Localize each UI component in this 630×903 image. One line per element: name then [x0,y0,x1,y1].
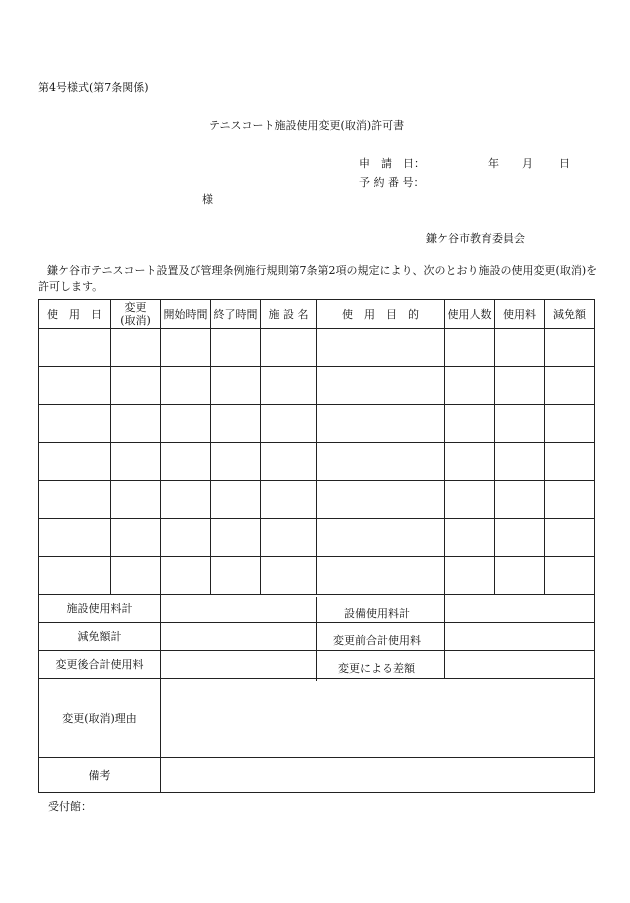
cell[interactable] [545,481,595,519]
year-label: 年 [488,157,499,170]
cell[interactable] [211,367,261,405]
cell[interactable] [261,557,317,595]
application-date-label: 申 請 日： [359,157,425,170]
header-people: 使用人数 [445,300,495,329]
cell[interactable] [545,367,595,405]
cell[interactable] [211,405,261,443]
reason-value[interactable] [161,679,595,758]
cell[interactable] [111,557,161,595]
document-title: テニスコート施設使用変更(取消)許可書 [209,119,405,132]
header-purpose: 使 用 目 的 [317,300,445,329]
cell[interactable] [39,481,111,519]
cell[interactable] [211,519,261,557]
cell[interactable] [161,481,211,519]
form-number: 第4号様式(第7条関係) [38,81,149,94]
cell[interactable] [111,481,161,519]
table-row [39,405,595,443]
remarks-label: 備考 [39,758,161,793]
reception-label: 受付館： [48,800,92,813]
facility-fee-total-label: 施設使用料計 [39,595,161,623]
after-change-total-label: 変更後合計使用料 [39,651,161,679]
table-header-row [39,300,595,329]
cell[interactable] [211,329,261,367]
difference-label: 変更による差額 [338,662,415,675]
cell[interactable] [111,405,161,443]
cell[interactable] [317,519,445,557]
remarks-value[interactable] [161,758,595,793]
header-change [111,300,161,329]
header-change-line2: (取消) [120,314,151,327]
remarks-row [39,758,595,793]
cell[interactable] [261,443,317,481]
before-change-total-value[interactable] [445,623,595,651]
table-row [39,329,595,367]
cell[interactable] [261,481,317,519]
cell[interactable] [161,405,211,443]
cell[interactable] [261,329,317,367]
cell[interactable] [261,405,317,443]
intro-text: 鎌ケ谷市テニスコート設置及び管理条例施行規則第7条第2項の規定により、次のとおり施設の使用変更(取消)を許可します。 [38,264,598,293]
cell[interactable] [211,481,261,519]
cell[interactable] [39,329,111,367]
cell[interactable] [317,481,445,519]
cell[interactable] [161,329,211,367]
header-fee: 使用料 [495,300,545,329]
cell[interactable] [317,329,445,367]
reason-row [39,679,595,758]
cell[interactable] [495,329,545,367]
cell[interactable] [211,557,261,595]
table-row [39,443,595,481]
header-end-time: 終了時間 [211,300,261,329]
cell[interactable] [111,329,161,367]
cell[interactable] [545,443,595,481]
cell[interactable] [445,443,495,481]
cell[interactable] [161,367,211,405]
equipment-fee-total-label: 設備使用料計 [344,607,410,620]
cell[interactable] [317,557,445,595]
summary-divider [316,597,317,681]
cell[interactable] [39,519,111,557]
cell[interactable] [545,329,595,367]
header-reduction: 減免額 [545,300,595,329]
header-facility-name: 施 設 名 [261,300,317,329]
cell[interactable] [39,557,111,595]
cell[interactable] [545,519,595,557]
reduction-total-label: 減免額計 [39,623,161,651]
header-change-line1: 変更 [124,301,147,314]
before-change-total-label: 変更前合計使用料 [333,634,421,647]
cell[interactable] [111,367,161,405]
cell[interactable] [261,519,317,557]
cell[interactable] [39,405,111,443]
header-use-day: 使 用 日 [39,300,111,329]
month-label: 月 [522,157,533,170]
table-row [39,557,595,595]
equipment-fee-total-value[interactable] [445,595,595,623]
header-start-time: 開始時間 [161,300,211,329]
cell[interactable] [495,405,545,443]
cell[interactable] [495,443,545,481]
cell[interactable] [545,405,595,443]
cell[interactable] [495,481,545,519]
cell[interactable] [111,443,161,481]
cell[interactable] [261,367,317,405]
cell[interactable] [445,329,495,367]
cell[interactable] [495,557,545,595]
cell[interactable] [445,481,495,519]
cell[interactable] [495,367,545,405]
cell[interactable] [545,557,595,595]
reason-label: 変更(取消)理由 [39,679,161,758]
day-label: 日 [559,157,570,170]
cell[interactable] [39,367,111,405]
table-row [39,481,595,519]
cell[interactable] [211,443,261,481]
table-row [39,367,595,405]
cell[interactable] [495,519,545,557]
cell[interactable] [317,443,445,481]
reservation-number-label: 予 約 番 号： [359,176,425,189]
difference-value[interactable] [445,651,595,679]
cell[interactable] [445,367,495,405]
issuer-name: 鎌ケ谷市教育委員会 [426,232,525,245]
cell[interactable] [39,443,111,481]
cell[interactable] [317,367,445,405]
permit-table [38,299,595,793]
addressee-suffix: 様 [202,193,213,206]
cell[interactable] [161,443,211,481]
cell[interactable] [317,405,445,443]
cell[interactable] [161,557,211,595]
cell[interactable] [161,519,211,557]
cell[interactable] [445,557,495,595]
cell[interactable] [445,519,495,557]
cell[interactable] [111,519,161,557]
cell[interactable] [445,405,495,443]
table-row [39,519,595,557]
